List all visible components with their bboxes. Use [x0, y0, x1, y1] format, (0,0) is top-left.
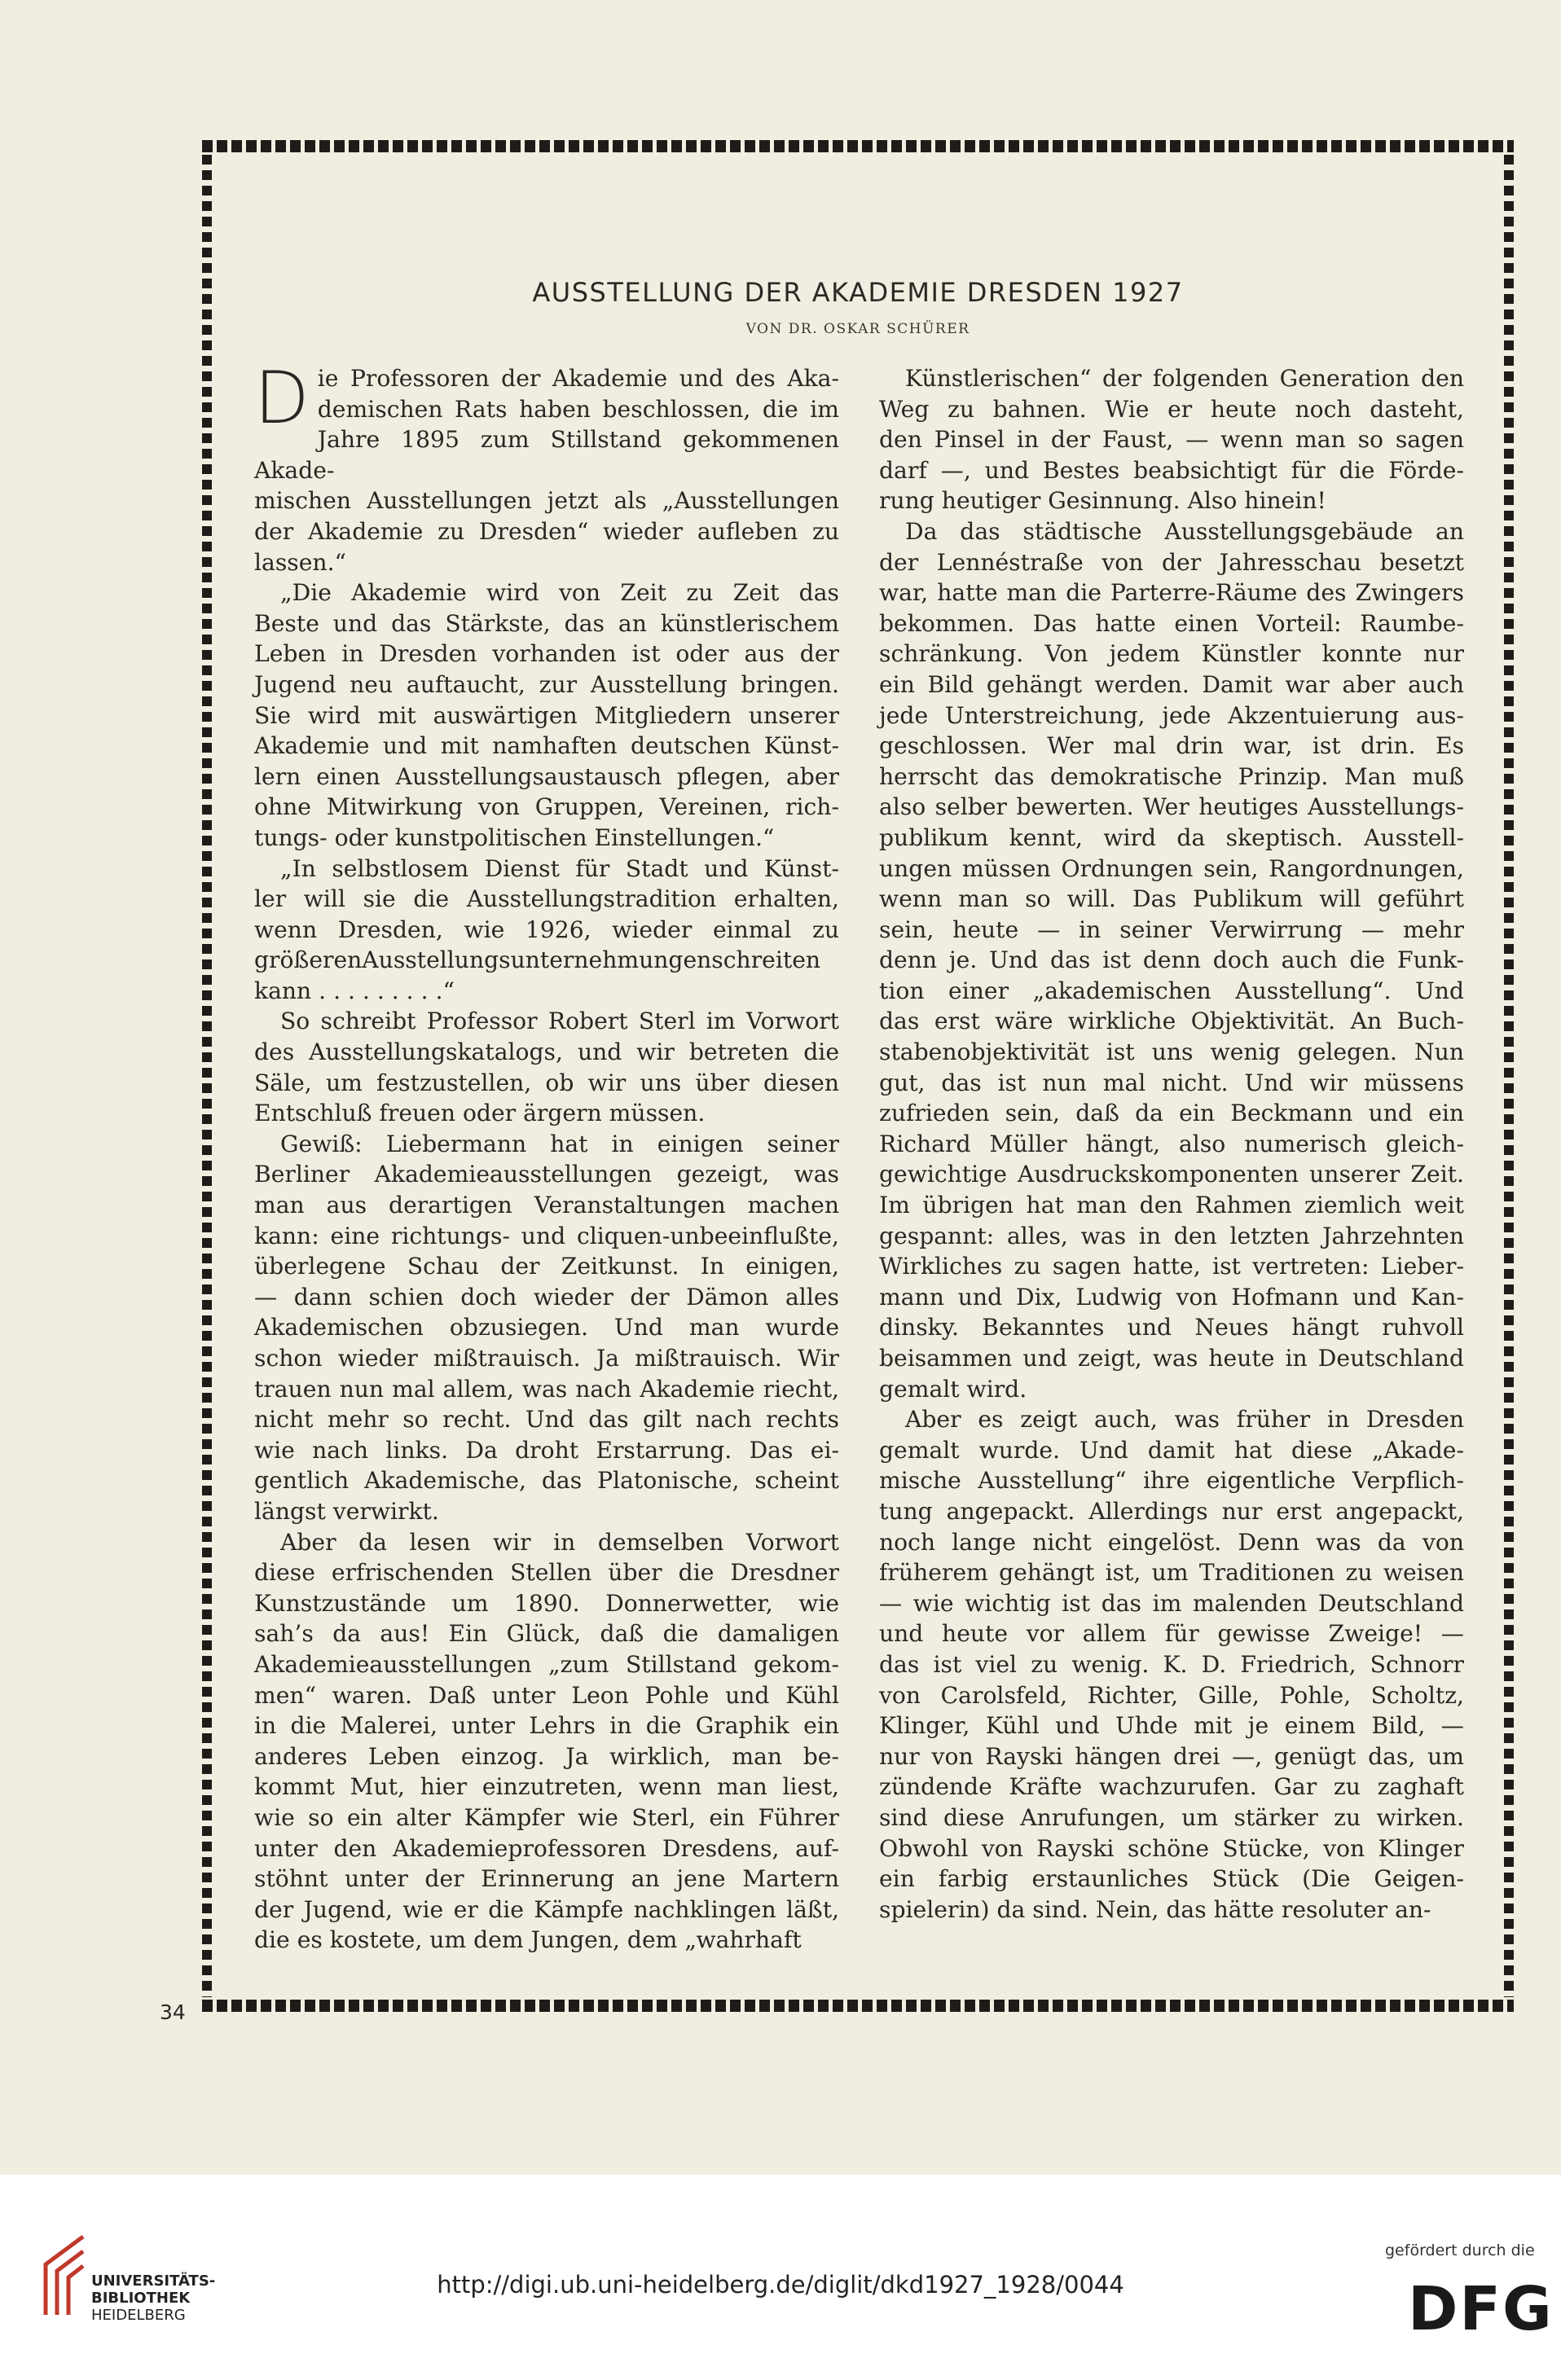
text-line: das ist viel zu wenig. K. D. Friedrich, Schnorr [879, 1650, 1464, 1678]
text-line: geschlossen. Wer mal drin war, ist drin. Es [879, 732, 1464, 760]
text-line: beisammen und zeigt, was heute in Deutschland [879, 1345, 1464, 1372]
article-byline: VON DR. OSKAR SCHÜRER [745, 321, 970, 337]
text-line: längst verwirkt. [254, 1497, 439, 1525]
text-line: zufrieden sein, daß da ein Beckmann und ein [879, 1100, 1464, 1127]
page-number: 34 [160, 2000, 186, 2024]
text-line: sind diese Anrufungen, um stärker zu wirken. [879, 1803, 1464, 1831]
text-line: men“ waren. Daß unter Leon Pohle und Kühl [254, 1681, 839, 1709]
text-line: trauen nun mal allem, was nach Akademie riecht, [254, 1375, 839, 1403]
text-line: Klinger, Kühl und Uhde mit je einem Bild, — [879, 1712, 1464, 1740]
paragraph [254, 1006, 839, 1128]
text-line: denn je. Und das ist denn doch auch die Funk- [879, 946, 1464, 974]
text-line: Jugend neu auftaucht, zur Ausstellung bringen. [254, 670, 839, 698]
frame-bottom-border [202, 2000, 1514, 2012]
text-line: nur von Rayski hängen drei —, genügt das, um [879, 1742, 1464, 1770]
text-line: Akademieausstellungen „zum Stillstand gekom- [254, 1650, 839, 1678]
text-line: früherem gehängt ist, um Traditionen zu weisen [879, 1559, 1464, 1587]
text-line: schon wieder mißtrauisch. Ja mißtrauisch. Wir [254, 1345, 839, 1372]
text-line: nicht mehr so recht. Und das gilt nach rechts [254, 1406, 839, 1434]
text-line: Gewiß: Liebermann hat in einigen seiner [280, 1130, 839, 1157]
text-line: bekommen. Das hatte einen Vorteil: Raumbe- [879, 609, 1464, 637]
text-line: tung angepackt. Allerdings nur erst angepackt, [879, 1497, 1464, 1525]
text-line: gespannt: alles, was in den letzten Jahrzehnten [879, 1222, 1464, 1249]
frame-left-border [202, 155, 212, 1997]
text-line: man aus derartigen Veranstaltungen machen [254, 1192, 839, 1219]
text-line: kann . . . . . . . . .“ [254, 977, 455, 1004]
text-line: überlegene Schau der Zeitkunst. In einigen, [254, 1253, 839, 1280]
text-line: Aber da lesen wir in demselben Vorwort [280, 1528, 839, 1556]
text-line: unter den Akademieprofessoren Dresdens, auf- [254, 1834, 839, 1862]
text-line: publikum kennt, wird da skeptisch. Ausstell- [879, 823, 1464, 851]
funding-caption: gefördert durch die [1385, 2242, 1535, 2259]
frame-right-border [1504, 155, 1514, 1997]
text-line: Akademischen obzusiegen. Und man wurde [254, 1314, 839, 1341]
text-line: der Lennéstraße von der Jahresschau besetzt [879, 548, 1464, 576]
paragraph [254, 854, 839, 1007]
text-line: die es kostete, um dem Jungen, dem „wahrhaft [254, 1926, 802, 1954]
text-line: wenn Dresden, wie 1926, wieder einmal zu [254, 916, 839, 943]
text-line: kann: eine richtungs- und cliquen-unbeeinflußte, [254, 1222, 839, 1249]
paragraph [254, 577, 839, 853]
text-line: ie Professoren der Akademie und des Aka- [317, 365, 839, 392]
text-line: lassen.“ [254, 548, 346, 576]
text-line: den Pinsel in der Faust, — wenn man so sagen [879, 426, 1464, 454]
text-line: war, hatte man die Parterre-Räume des Zwingers [879, 579, 1464, 607]
drop-cap: D [254, 356, 310, 440]
text-line: in die Malerei, unter Lehrs in die Graphik ein [254, 1712, 839, 1740]
text-line: gemalt wurde. Und damit hat diese „Akade- [879, 1436, 1464, 1464]
paragraph [254, 1527, 839, 1956]
text-line: das erst wäre wirkliche Objektivität. An Buch- [879, 1008, 1464, 1035]
text-line: sah’s da aus! Ein Glück, daß die damaligen [254, 1620, 839, 1648]
text-line: mischen Ausstellungen jetzt als „Ausstellungen [254, 487, 839, 515]
paragraph [879, 1404, 1464, 1925]
text-line: Weg zu bahnen. Wie er heute noch dasteht, [879, 395, 1464, 423]
source-url-link[interactable]: http://digi.ub.uni-heidelberg.de/diglit/dkd1927_1928/0044 [437, 2271, 1124, 2299]
text-line: demischen Rats haben beschlossen, die im [317, 395, 839, 423]
paragraph [254, 356, 839, 577]
library-name-line-1: UNIVERSITÄTS- [91, 2272, 216, 2290]
frame-top-border [202, 140, 1514, 152]
text-line: tungs- oder kunstpolitischen Einstellungen.“ [254, 823, 775, 851]
text-line: Jahre 1895 zum Stillstand gekommenen Akade- [254, 426, 839, 484]
text-line: Richard Müller hängt, also numerisch gleich- [879, 1130, 1464, 1157]
paragraph [254, 1129, 839, 1527]
text-line: und heute vor allem für gewisse Zweige! — [879, 1620, 1464, 1648]
text-line: anderes Leben einzog. Ja wirklich, man be- [254, 1742, 839, 1770]
text-line: — wie wichtig ist das im malenden Deutschland [879, 1589, 1464, 1617]
text-line: des Ausstellungskatalogs, und wir betreten die [254, 1039, 839, 1066]
text-line: noch lange nicht eingelöst. Denn was da von [879, 1528, 1464, 1556]
text-line: ungen müssen Ordnungen sein, Rangordnungen, [879, 854, 1464, 882]
text-line: also selber bewerten. Wer heutiges Ausstellungs- [879, 793, 1464, 821]
text-line: stöhnt unter der Erinnerung an jene Martern [254, 1865, 839, 1893]
text-line: gewichtige Ausdruckskomponenten unserer Zeit. [879, 1161, 1464, 1188]
text-line: Künstlerischen“ der folgenden Generation den [905, 365, 1464, 392]
text-line: Berliner Akademieausstellungen gezeigt, was [254, 1161, 839, 1188]
text-line: Im übrigen hat man den Rahmen ziemlich weit [879, 1192, 1464, 1219]
text-line: stabenobjektivität ist uns wenig gelegen. Nun [879, 1039, 1464, 1066]
text-line: der Jugend, wie er die Kämpfe nachklingen läßt, [254, 1895, 839, 1923]
text-line: ler will sie die Ausstellungstradition erhalten, [254, 885, 839, 913]
text-line: Kunstzustände um 1890. Donnerwetter, wie [254, 1589, 839, 1617]
text-line: spielerin) da sind. Nein, das hätte resoluter an- [879, 1895, 1431, 1923]
text-line: Aber es zeigt auch, was früher in Dresden [905, 1406, 1464, 1434]
text-line: wenn man so will. Das Publikum will geführt [879, 885, 1464, 913]
text-line: schränkung. Von jedem Künstler konnte nur [879, 640, 1464, 668]
text-line: So schreibt Professor Robert Sterl im Vorwort [280, 1008, 839, 1035]
text-line: Sie wird mit auswärtigen Mitgliedern unserer [254, 701, 839, 729]
text-line: größerenAusstellungsunternehmungenschreiten [254, 946, 821, 974]
text-line: „Die Akademie wird von Zeit zu Zeit das [280, 579, 839, 607]
text-line: — dann schien doch wieder der Dämon alles [254, 1283, 839, 1311]
text-line: Obwohl von Rayski schöne Stücke, von Klinger [879, 1834, 1464, 1862]
library-name-line-3: HEIDELBERG [91, 2307, 186, 2324]
dfg-logo: DFG [1408, 2274, 1554, 2344]
text-line: ein Bild gehängt werden. Damit war aber auch [879, 670, 1464, 698]
right-column [879, 363, 1464, 1925]
text-line: darf —, und Bestes beabsichtigt für die Förde- [879, 456, 1464, 484]
text-line: mische Ausstellung“ ihre eigentliche Verpflich- [879, 1467, 1464, 1495]
text-line: herrscht das demokratische Prinzip. Man muß [879, 762, 1464, 790]
text-line: zündende Kräfte wachzurufen. Gar zu zaghaft [879, 1773, 1464, 1801]
text-line: Da das städtische Ausstellungsgebäude an [905, 517, 1464, 545]
text-line: tion einer „akademischen Ausstellung“. Und [879, 977, 1464, 1004]
text-line: „In selbstlosem Dienst für Stadt und Künst- [280, 854, 839, 882]
text-line: kommt Mut, hier einzutreten, wenn man liest, [254, 1773, 839, 1801]
text-line: wie nach links. Da droht Erstarrung. Das ei- [254, 1436, 839, 1464]
text-line: sein, heute — in seiner Verwirrung — mehr [879, 916, 1464, 943]
text-line: diese erfrischenden Stellen über die Dresdner [254, 1559, 839, 1587]
text-line: gemalt wird. [879, 1375, 1027, 1403]
text-line: ein farbig erstaunliches Stück (Die Geigen- [879, 1865, 1464, 1893]
text-line: Beste und das Stärkste, das an künstlerischem [254, 609, 839, 637]
text-line: Leben in Dresden vorhanden ist oder aus der [254, 640, 839, 668]
text-line: mann und Dix, Ludwig von Hofmann und Kan- [879, 1283, 1464, 1311]
paragraph [879, 363, 1464, 516]
text-line: Wirkliches zu sagen hatte, ist vertreten: Lieber- [879, 1253, 1464, 1280]
text-line: ohne Mitwirkung von Gruppen, Vereinen, rich- [254, 793, 839, 821]
library-name-line-2: BIBLIOTHEK [91, 2290, 191, 2307]
text-line: gentlich Akademische, das Platonische, scheint [254, 1467, 839, 1495]
article-title: AUSSTELLUNG DER AKADEMIE DRESDEN 1927 [532, 277, 1184, 308]
text-line: Säle, um festzustellen, ob wir uns über diesen [254, 1069, 839, 1096]
text-line: rung heutiger Gesinnung. Also hinein! [879, 487, 1326, 515]
text-line: jede Unterstreichung, jede Akzentuierung aus- [879, 701, 1464, 729]
left-column [254, 356, 839, 1956]
text-line: Entschluß freuen oder ärgern müssen. [254, 1100, 706, 1127]
text-line: von Carolsfeld, Richter, Gille, Pohle, Scholtz, [879, 1681, 1464, 1709]
paragraph [879, 516, 1464, 1404]
text-line: lern einen Ausstellungsaustausch pflegen, aber [254, 762, 839, 790]
text-line: wie so ein alter Kämpfer wie Sterl, ein Führer [254, 1803, 839, 1831]
text-line: der Akademie zu Dresden“ wieder aufleben zu [254, 517, 839, 545]
text-line: dinsky. Bekanntes und Neues hängt ruhvoll [879, 1314, 1464, 1341]
text-line: gut, das ist nun mal nicht. Und wir müssens [879, 1069, 1464, 1096]
text-line: Akademie und mit namhaften deutschen Künst- [254, 732, 839, 760]
